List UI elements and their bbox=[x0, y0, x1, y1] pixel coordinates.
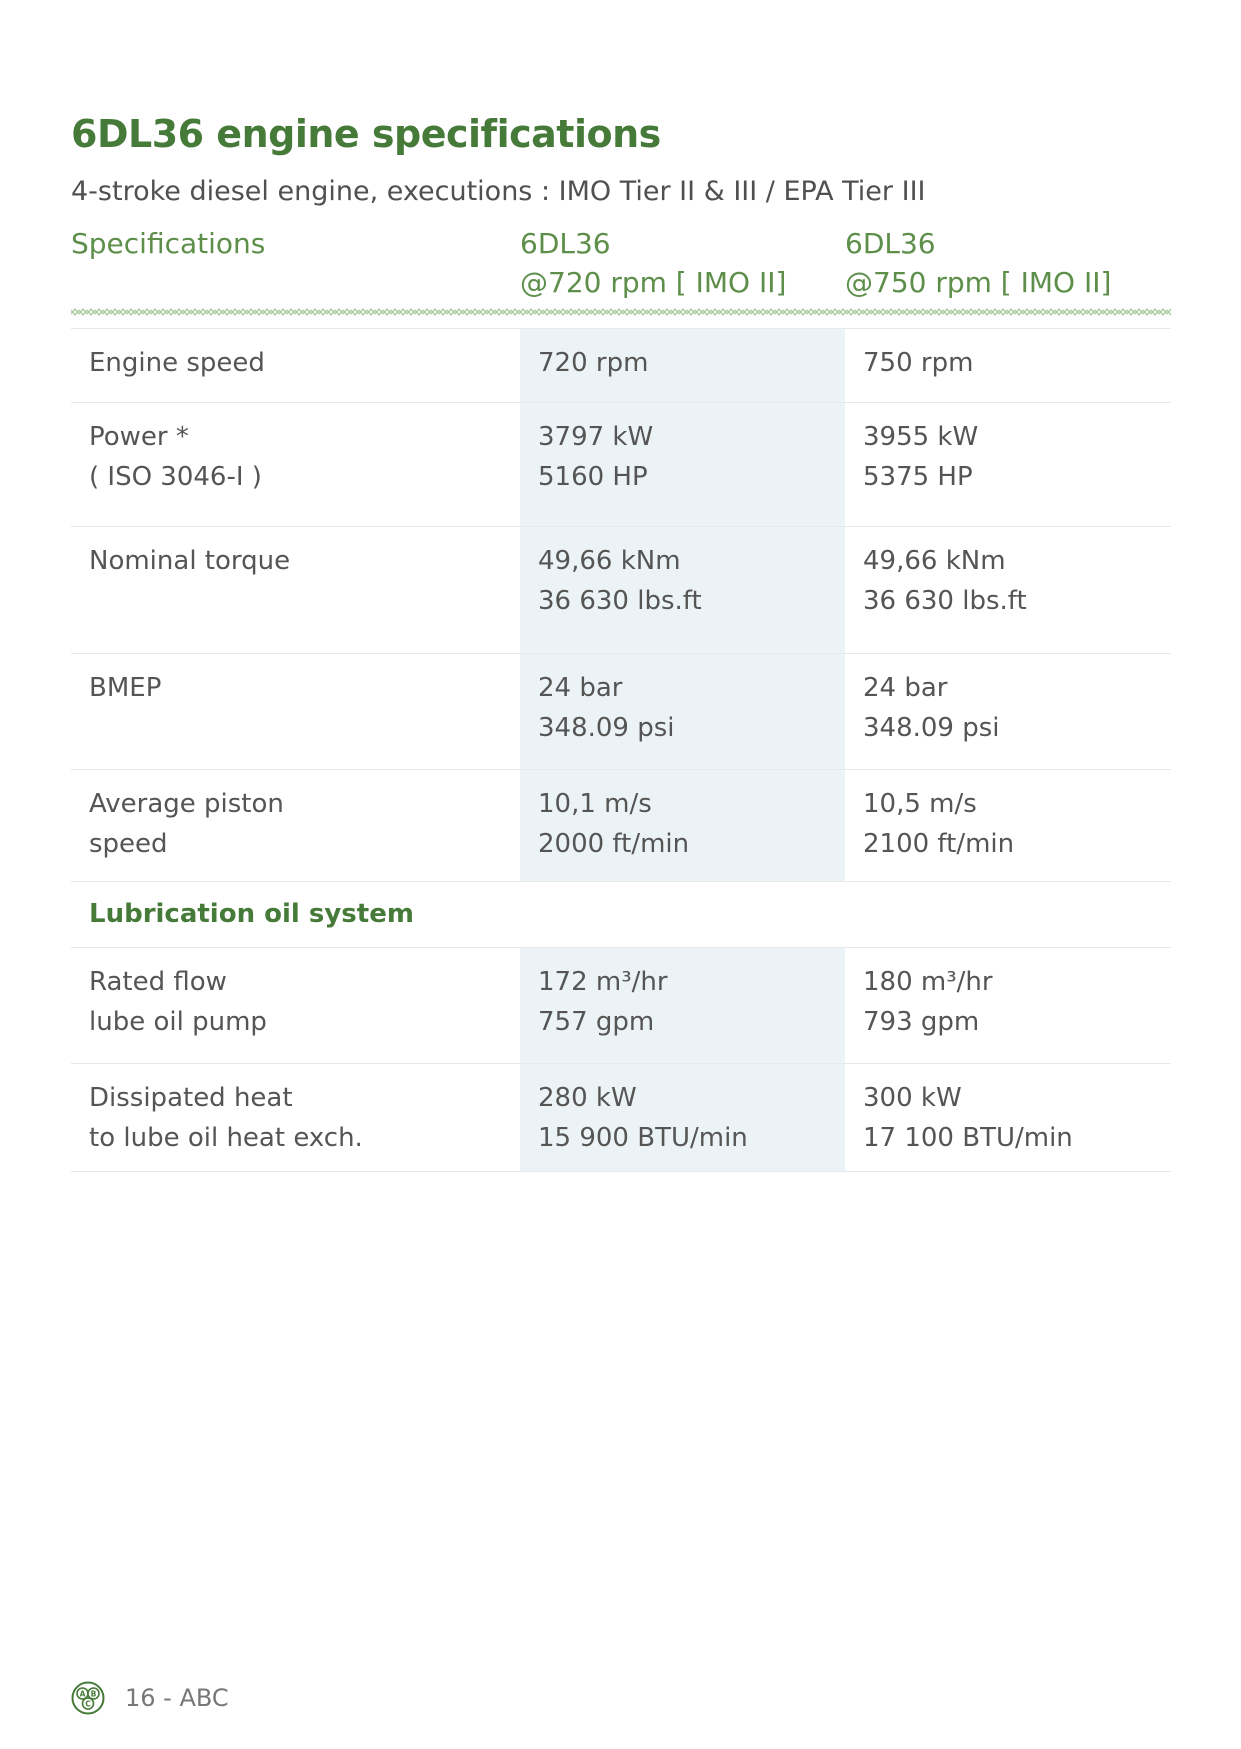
table-row-power bbox=[71, 403, 1171, 527]
value-line: 17 100 BTU/min bbox=[863, 1123, 1073, 1153]
page-title: 6DL36 engine specifications bbox=[71, 112, 661, 156]
value-750rpm bbox=[845, 948, 1171, 1063]
value-line: 5160 HP bbox=[538, 462, 648, 492]
value-line: 36 630 lbs.ft bbox=[538, 586, 702, 616]
value-750rpm bbox=[845, 1064, 1171, 1171]
column-header-speed: @750 rpm [ IMO II] bbox=[845, 266, 1112, 299]
value-line: 3955 kW bbox=[863, 422, 979, 452]
value-line: 280 kW bbox=[538, 1083, 637, 1113]
zigzag-divider bbox=[71, 306, 1171, 318]
row-label bbox=[71, 329, 520, 402]
row-label-line: Average piston bbox=[89, 789, 284, 819]
value-750rpm bbox=[845, 403, 1171, 526]
table-row-nominal-torque bbox=[71, 527, 1171, 654]
value-line: 300 kW bbox=[863, 1083, 962, 1113]
table-row-rated-flow bbox=[71, 948, 1171, 1064]
value-line: 180 m³/hr bbox=[863, 967, 993, 997]
value-line: 172 m³/hr bbox=[538, 967, 668, 997]
value-line: 49,66 kNm bbox=[863, 546, 1006, 576]
value-720rpm bbox=[520, 654, 845, 769]
section-heading-lubrication-oil-system: Lubrication oil system bbox=[71, 882, 1171, 948]
column-header-model: 6DL36 bbox=[520, 227, 611, 260]
column-header-720rpm bbox=[520, 224, 786, 302]
column-header-model: 6DL36 bbox=[845, 227, 936, 260]
value-750rpm bbox=[845, 329, 1171, 402]
row-label bbox=[71, 1064, 520, 1171]
table-row-average-piston-speed bbox=[71, 770, 1171, 882]
value-line: 24 bar bbox=[538, 673, 623, 703]
row-label-line: lube oil pump bbox=[89, 1007, 267, 1037]
row-label bbox=[71, 948, 520, 1063]
value-720rpm bbox=[520, 329, 845, 402]
page-number: 16 - ABC bbox=[125, 1684, 229, 1712]
value-720rpm bbox=[520, 527, 845, 653]
row-label bbox=[71, 527, 520, 653]
value-line: 2100 ft/min bbox=[863, 829, 1015, 859]
logo-letter: B bbox=[90, 1689, 97, 1699]
row-label bbox=[71, 770, 520, 881]
value-line: 10,1 m/s bbox=[538, 789, 652, 819]
abc-logo-icon bbox=[71, 1681, 105, 1715]
value-750rpm bbox=[845, 527, 1171, 653]
value-750rpm bbox=[845, 770, 1171, 881]
row-label-line: BMEP bbox=[89, 673, 162, 703]
row-label-line: Engine speed bbox=[89, 348, 265, 378]
specifications-table bbox=[71, 328, 1171, 1172]
column-header-specifications bbox=[71, 224, 265, 263]
row-label-line: Nominal torque bbox=[89, 546, 291, 576]
column-header-label: Specifications bbox=[71, 227, 266, 260]
row-label-line: to lube oil heat exch. bbox=[89, 1123, 363, 1153]
value-line: 24 bar bbox=[863, 673, 948, 703]
column-header-750rpm bbox=[845, 224, 1111, 302]
value-720rpm bbox=[520, 948, 845, 1063]
row-label-line: Dissipated heat bbox=[89, 1083, 293, 1113]
row-label-line: Power * bbox=[89, 422, 189, 452]
value-720rpm bbox=[520, 403, 845, 526]
row-label bbox=[71, 403, 520, 526]
value-line: 720 rpm bbox=[538, 348, 649, 378]
value-line: 3797 kW bbox=[538, 422, 654, 452]
value-line: 793 gpm bbox=[863, 1007, 980, 1037]
value-720rpm bbox=[520, 1064, 845, 1171]
value-line: 5375 HP bbox=[863, 462, 973, 492]
row-label-line: ( ISO 3046-I ) bbox=[89, 462, 262, 492]
table-row-dissipated-heat bbox=[71, 1064, 1171, 1172]
value-750rpm bbox=[845, 654, 1171, 769]
logo-letter: A bbox=[79, 1689, 86, 1699]
row-label-line: speed bbox=[89, 829, 168, 859]
value-line: 2000 ft/min bbox=[538, 829, 690, 859]
table-row-engine-speed bbox=[71, 328, 1171, 403]
value-line: 10,5 m/s bbox=[863, 789, 977, 819]
value-line: 757 gpm bbox=[538, 1007, 655, 1037]
value-line: 750 rpm bbox=[863, 348, 974, 378]
page-footer bbox=[71, 1681, 229, 1715]
value-line: 348.09 psi bbox=[863, 713, 1000, 743]
value-line: 49,66 kNm bbox=[538, 546, 681, 576]
column-header-speed: @720 rpm [ IMO II] bbox=[520, 266, 787, 299]
value-line: 15 900 BTU/min bbox=[538, 1123, 748, 1153]
value-line: 36 630 lbs.ft bbox=[863, 586, 1027, 616]
logo-letter: C bbox=[85, 1699, 91, 1709]
table-row-bmep bbox=[71, 654, 1171, 770]
value-720rpm bbox=[520, 770, 845, 881]
row-label-line: Rated flow bbox=[89, 967, 227, 997]
value-line: 348.09 psi bbox=[538, 713, 675, 743]
row-label bbox=[71, 654, 520, 769]
page-subtitle: 4-stroke diesel engine, executions : IMO Tier II & III / EPA Tier III bbox=[71, 176, 926, 207]
